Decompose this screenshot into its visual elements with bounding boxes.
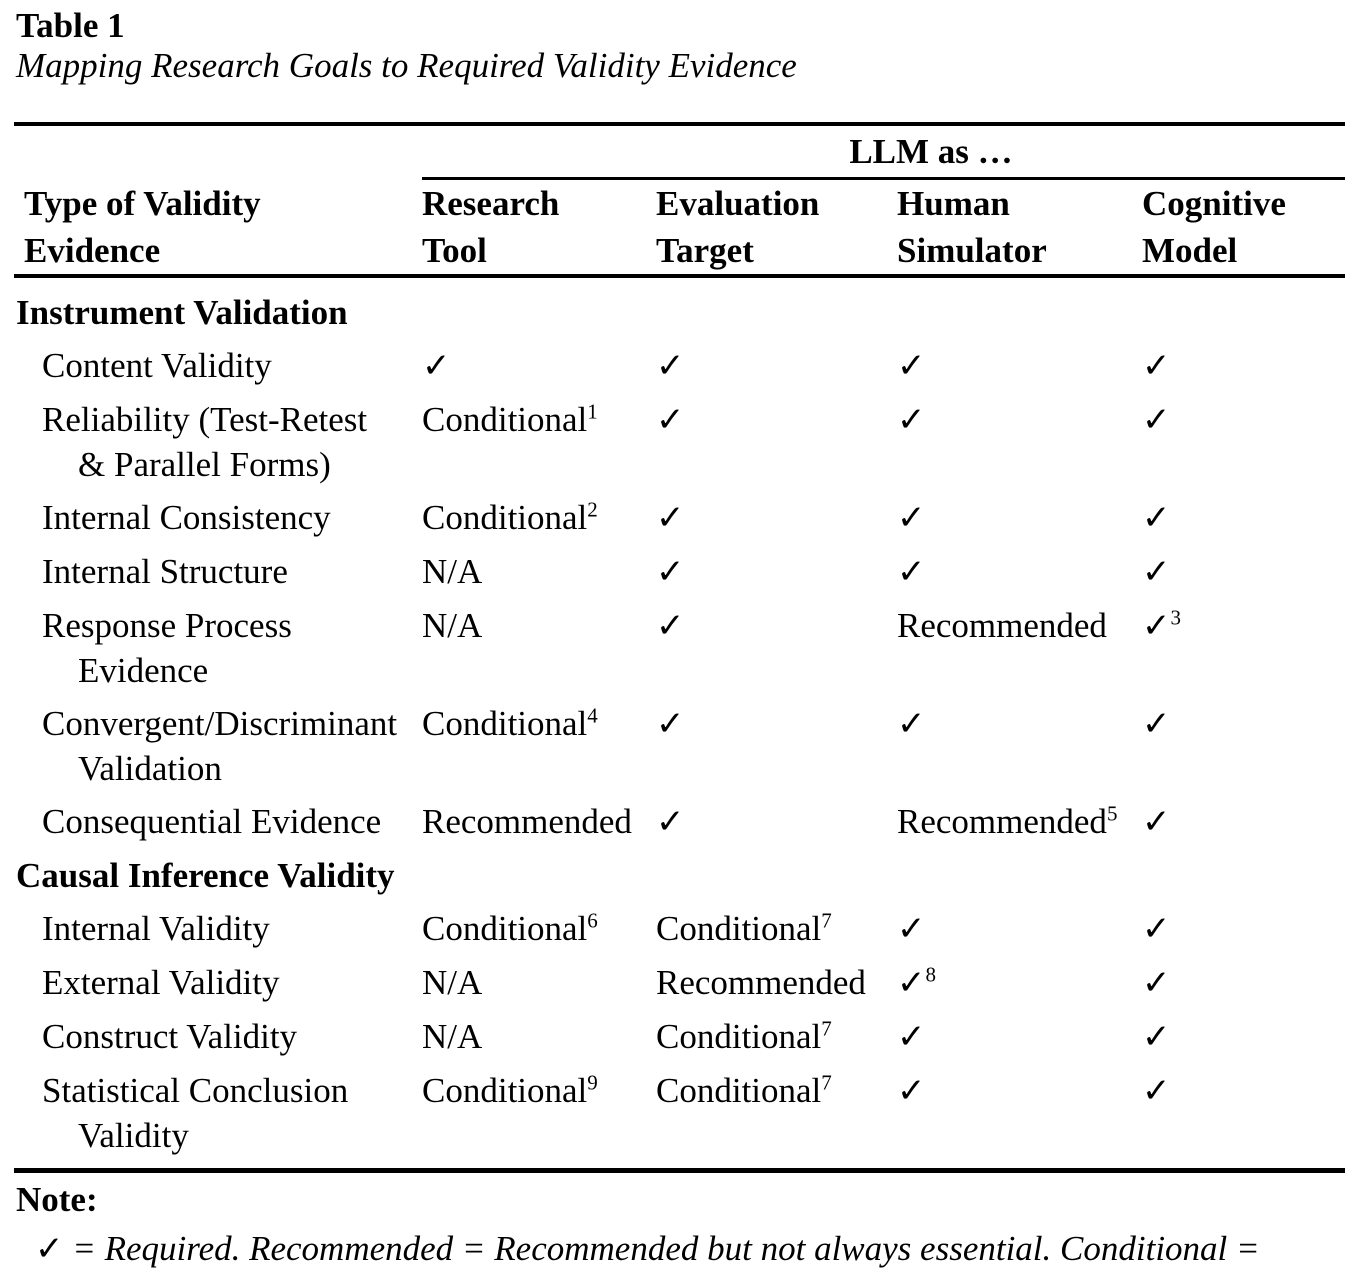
check-icon: ✓: [897, 400, 926, 440]
cell-human-simulator: [897, 1014, 1142, 1060]
check-icon: ✓: [1142, 606, 1171, 646]
check-icon: ✓: [1142, 1071, 1171, 1111]
footnote-superscript: 8: [925, 962, 936, 987]
check-icon: ✓: [422, 346, 451, 386]
cell-research-tool: [422, 1068, 656, 1158]
row-label: [14, 343, 422, 389]
check-icon: ✓: [1142, 802, 1171, 842]
col-header-human-simulator: [897, 180, 1142, 274]
cell-evaluation-target: [656, 799, 897, 845]
cell-cognitive-model: [1142, 906, 1345, 952]
row-label-line: Validity: [78, 1116, 189, 1155]
cell-human-simulator: [897, 1068, 1142, 1158]
check-icon: ✓: [35, 1229, 64, 1269]
col-header-line: Research: [422, 184, 560, 223]
cell-cognitive-model: [1142, 549, 1345, 595]
table-row: [14, 701, 1345, 791]
cell-research-tool: [422, 960, 656, 1006]
table-row: [14, 906, 1345, 952]
footnote-superscript: 7: [821, 1016, 832, 1041]
check-icon: ✓: [1142, 963, 1171, 1003]
col-header-type-of-validity-evidence: [14, 180, 422, 274]
check-icon: ✓: [897, 909, 926, 949]
row-label-line: Content Validity: [42, 346, 272, 385]
cell-text: Conditional: [656, 909, 822, 948]
cell-text: Conditional: [422, 1071, 588, 1110]
table-title: Table 1: [16, 6, 125, 45]
check-icon: ✓: [897, 346, 926, 386]
row-label: [14, 397, 422, 487]
footnote-superscript: 3: [1170, 605, 1181, 630]
cell-cognitive-model: [1142, 960, 1345, 1006]
footnote-superscript: 7: [821, 908, 832, 933]
table-header-row: [14, 180, 1345, 274]
table-header-span-row: [14, 126, 1345, 180]
cell-text: N/A: [422, 606, 483, 645]
row-label: [14, 1014, 422, 1060]
cell-evaluation-target: [656, 603, 897, 693]
row-label-line: & Parallel Forms): [78, 445, 331, 484]
check-icon: ✓: [1142, 552, 1171, 592]
cell-cognitive-model: [1142, 799, 1345, 845]
cell-evaluation-target: [656, 1014, 897, 1060]
note-legend-text: = Required. Recommended = Recommended but not always essential. Conditional =: [72, 1229, 1260, 1268]
col-header-line: Cognitive: [1142, 184, 1286, 223]
table-caption: Mapping Research Goals to Required Validity Evidence: [16, 46, 797, 85]
row-label-line: Reliability (Test-Retest: [42, 400, 368, 439]
footnote-superscript: 9: [587, 1070, 598, 1095]
col-header-line: Human: [897, 184, 1010, 223]
check-icon: ✓: [1142, 909, 1171, 949]
table-row: [14, 549, 1345, 595]
row-label: [14, 799, 422, 845]
col-header-line: Type of Validity: [24, 184, 261, 223]
cell-human-simulator: [897, 906, 1142, 952]
row-label: [14, 906, 422, 952]
span-header-llm-as: LLM as …: [422, 126, 1345, 180]
col-header-line: Model: [1142, 231, 1238, 270]
row-label-line: Evidence: [78, 651, 209, 690]
cell-text: Recommended: [422, 802, 632, 841]
cell-evaluation-target: [656, 343, 897, 389]
cell-human-simulator: [897, 495, 1142, 541]
cell-human-simulator: [897, 549, 1142, 595]
row-label-line: Internal Consistency: [42, 498, 331, 537]
cell-research-tool: [422, 906, 656, 952]
footnote-superscript: 5: [1106, 801, 1118, 826]
check-icon: ✓: [656, 606, 685, 646]
cell-evaluation-target: [656, 397, 897, 487]
table-row: [14, 397, 1345, 487]
cell-human-simulator: [897, 701, 1142, 791]
cell-research-tool: [422, 701, 656, 791]
section-header-instrument-validation: Instrument Validation: [16, 293, 348, 332]
row-label: [14, 603, 422, 693]
cell-text: N/A: [422, 1017, 483, 1056]
cell-text: Recommended: [897, 606, 1107, 645]
table-rule-bottom: [14, 1168, 1345, 1173]
cell-text: N/A: [422, 963, 483, 1002]
cell-text: N/A: [422, 552, 483, 591]
check-icon: ✓: [1142, 704, 1171, 744]
check-icon: ✓: [656, 704, 685, 744]
cell-human-simulator: [897, 799, 1142, 845]
section-header-causal-inference-validity: Causal Inference Validity: [16, 856, 395, 895]
validity-mapping-table: [14, 122, 1345, 1173]
cell-text: Conditional: [422, 704, 588, 743]
cell-cognitive-model: [1142, 495, 1345, 541]
check-icon: ✓: [897, 704, 926, 744]
footnote-superscript: 7: [821, 1070, 832, 1095]
check-icon: ✓: [1142, 498, 1171, 538]
table-row: [14, 960, 1345, 1006]
table-row: [14, 799, 1345, 845]
cell-text: Conditional: [656, 1071, 822, 1110]
row-label-line: Convergent/Discriminant: [42, 704, 398, 743]
row-label: [14, 960, 422, 1006]
table-row: [14, 1014, 1345, 1060]
row-label: [14, 549, 422, 595]
col-header-line: Evaluation: [656, 184, 820, 223]
cell-human-simulator: [897, 397, 1142, 487]
check-icon: ✓: [656, 400, 685, 440]
row-label-line: Consequential Evidence: [42, 802, 382, 841]
cell-human-simulator: [897, 603, 1142, 693]
check-icon: ✓: [897, 498, 926, 538]
footnote-superscript: 1: [587, 399, 598, 424]
cell-human-simulator: [897, 960, 1142, 1006]
table-row: [14, 603, 1345, 693]
cell-evaluation-target: [656, 906, 897, 952]
cell-research-tool: [422, 343, 656, 389]
check-icon: ✓: [1142, 400, 1171, 440]
cell-evaluation-target: [656, 495, 897, 541]
cell-evaluation-target: [656, 701, 897, 791]
check-icon: ✓: [656, 346, 685, 386]
row-label: [14, 1068, 422, 1158]
check-icon: ✓: [656, 498, 685, 538]
col-header-research-tool: [422, 180, 656, 274]
col-header-cognitive-model: [1142, 180, 1345, 274]
row-label-line: Construct Validity: [42, 1017, 298, 1056]
cell-text: Recommended: [897, 802, 1107, 841]
row-label-line: Response Process: [42, 606, 292, 645]
cell-evaluation-target: [656, 1068, 897, 1158]
cell-text: Recommended: [656, 963, 866, 1002]
cell-evaluation-target: [656, 549, 897, 595]
footnote-superscript: 4: [587, 703, 598, 728]
cell-research-tool: [422, 1014, 656, 1060]
note-label: Note:: [16, 1180, 98, 1219]
cell-cognitive-model: [1142, 397, 1345, 487]
cell-research-tool: [422, 799, 656, 845]
note-legend: [14, 1226, 1345, 1272]
check-icon: ✓: [1142, 1017, 1171, 1057]
col-header-line: Target: [656, 231, 754, 270]
footnote-superscript: 6: [587, 908, 598, 933]
table-body: [14, 278, 1345, 1158]
col-header-line: Tool: [422, 231, 487, 270]
check-icon: ✓: [656, 802, 685, 842]
col-header-evaluation-target: [656, 180, 897, 274]
cell-text: Conditional: [422, 498, 588, 537]
cell-text: Conditional: [656, 1017, 822, 1056]
footnote-superscript: 2: [587, 497, 598, 522]
cell-research-tool: [422, 397, 656, 487]
row-label: [14, 495, 422, 541]
check-icon: ✓: [897, 963, 926, 1003]
header-spacer: [14, 126, 422, 180]
cell-research-tool: [422, 603, 656, 693]
col-header-line: Simulator: [897, 231, 1047, 270]
row-label-line: Statistical Conclusion: [42, 1071, 349, 1110]
cell-research-tool: [422, 495, 656, 541]
cell-evaluation-target: [656, 960, 897, 1006]
cell-research-tool: [422, 549, 656, 595]
cell-cognitive-model: [1142, 343, 1345, 389]
row-label: [14, 701, 422, 791]
cell-cognitive-model: [1142, 701, 1345, 791]
col-header-line: Evidence: [24, 231, 161, 270]
cell-cognitive-model: [1142, 1014, 1345, 1060]
cell-cognitive-model: [1142, 603, 1345, 693]
cell-text: Conditional: [422, 909, 588, 948]
check-icon: ✓: [656, 552, 685, 592]
row-label-line: Internal Validity: [42, 909, 270, 948]
check-icon: ✓: [897, 552, 926, 592]
table-row: [14, 495, 1345, 541]
row-label-line: Validation: [78, 749, 222, 788]
check-icon: ✓: [1142, 346, 1171, 386]
check-icon: ✓: [897, 1071, 926, 1111]
table-row: [14, 343, 1345, 389]
cell-human-simulator: [897, 343, 1142, 389]
cell-text: Conditional: [422, 400, 588, 439]
cell-cognitive-model: [1142, 1068, 1345, 1158]
table-row: [14, 1068, 1345, 1158]
check-icon: ✓: [897, 1017, 926, 1057]
row-label-line: External Validity: [42, 963, 280, 1002]
row-label-line: Internal Structure: [42, 552, 288, 591]
